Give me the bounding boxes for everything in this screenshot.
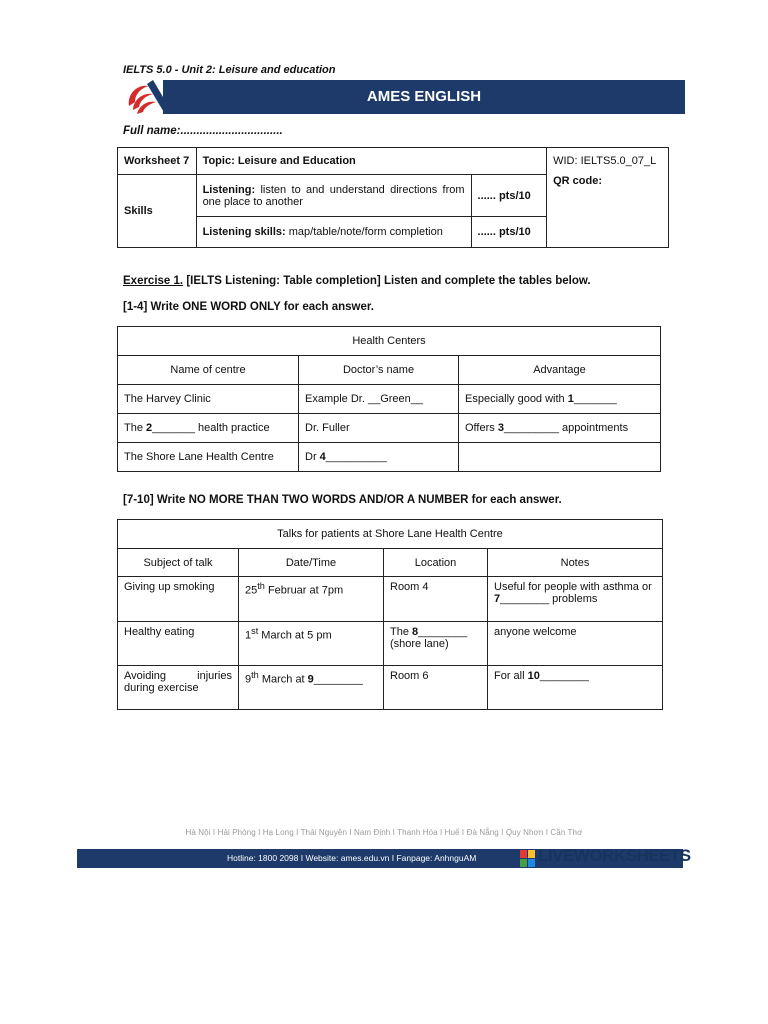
advantage-text: Offers <box>465 422 498 434</box>
date-day: 25 <box>245 584 258 597</box>
table-row <box>118 443 661 472</box>
date-suffix: st <box>251 626 259 636</box>
listening-skills-cell <box>196 217 471 248</box>
talk-location: Room 4 <box>384 577 488 622</box>
answer-blank[interactable]: _______ health practice <box>152 422 270 434</box>
liveworksheets-watermark[interactable]: LIVEWORKSHEETS <box>538 846 691 865</box>
listening-desc: listen to and understand directions from one place to another <box>202 183 465 208</box>
talk-date <box>239 622 384 666</box>
question-number: 1 <box>567 393 574 405</box>
answer-1-cell <box>459 385 661 414</box>
wid-cell <box>547 148 669 248</box>
answer-blank[interactable]: _______ <box>573 393 617 405</box>
header-date-time: Date/Time <box>239 549 384 577</box>
answer-2-cell <box>118 414 299 443</box>
question-number: 8 <box>412 626 419 638</box>
answer-3-cell <box>459 414 661 443</box>
worksheet-number: Worksheet 7 <box>118 148 197 175</box>
notes-text: Useful for people with asthma or <box>494 581 652 593</box>
listening-skills-desc: map/table/note/form completion <box>288 226 443 238</box>
talk-location: Room 6 <box>384 666 488 710</box>
header-location: Location <box>384 549 488 577</box>
talk-subject: Healthy eating <box>118 622 239 666</box>
doctor-text: Dr <box>305 451 320 463</box>
unit-title: IELTS 5.0 - Unit 2: Leisure and education <box>123 64 336 76</box>
answer-blank[interactable]: ________ problems <box>500 593 598 605</box>
talk-subject: Avoiding injuries during exercise <box>118 666 239 710</box>
listening-points: ...... pts/10 <box>471 175 547 217</box>
table-row <box>118 414 661 443</box>
answer-4-cell <box>299 443 459 472</box>
talks-table <box>117 519 663 710</box>
centre-name: The Shore Lane Health Centre <box>118 443 299 472</box>
answer-blank[interactable]: __________ <box>325 451 387 463</box>
instruction-1-4: [1-4] Write ONE WORD ONLY for each answer. <box>123 301 374 313</box>
date-day: 1 <box>245 629 252 642</box>
answer-8-cell <box>384 622 488 666</box>
skills-label: Skills <box>118 175 197 248</box>
liveworksheets-logo-icon <box>520 849 536 868</box>
table-row <box>118 577 663 622</box>
header-subject: Subject of talk <box>118 549 239 577</box>
answer-7-cell <box>488 577 663 622</box>
answer-blank[interactable]: _________ appointments <box>503 422 629 434</box>
question-number: 2 <box>146 422 153 434</box>
talks-table-title: Talks for patients at Shore Lane Health Centre <box>118 520 663 549</box>
location-text: The <box>390 626 413 638</box>
health-centers-table <box>117 326 661 472</box>
instruction-7-10: [7-10] Write NO MORE THAN TWO WORDS AND/OR A NUMBER for each answer. <box>123 494 562 506</box>
full-name-field: Full name:................................ <box>123 125 283 137</box>
talk-date <box>239 577 384 622</box>
listening-skills-points: ...... pts/10 <box>471 217 547 248</box>
header-advantage: Advantage <box>459 356 661 385</box>
question-number: 4 <box>319 451 326 463</box>
empty-cell <box>459 443 661 472</box>
talk-notes: anyone welcome <box>488 622 663 666</box>
table-row <box>118 622 663 666</box>
listening-cell <box>196 175 471 217</box>
centre-name: The Harvey Clinic <box>118 385 299 414</box>
date-rest: March at 5 pm <box>258 629 332 642</box>
answer-10-cell <box>488 666 663 710</box>
notes-text: For all <box>494 670 528 682</box>
answer-blank[interactable]: ________ <box>539 670 589 682</box>
listening-label: Listening: <box>202 183 256 196</box>
question-number: 10 <box>527 670 540 682</box>
table-row <box>118 666 663 710</box>
answer-9-cell <box>239 666 384 710</box>
answer-blank[interactable]: ________ (shore lane) <box>390 626 468 650</box>
question-number: 7 <box>494 593 501 605</box>
date-rest: Februar at 7pm <box>264 584 344 597</box>
health-table-title: Health Centers <box>118 327 661 356</box>
topic-cell <box>196 148 547 175</box>
date-rest: March at <box>258 673 308 686</box>
question-number: 3 <box>497 422 504 434</box>
qr-code-label: QR code: <box>553 175 602 187</box>
advantage-text: Especially good with <box>465 393 568 405</box>
header-name-of-centre: Name of centre <box>118 356 299 385</box>
header-notes: Notes <box>488 549 663 577</box>
doctor-name: Example Dr. __Green__ <box>299 385 459 414</box>
table-row <box>118 385 661 414</box>
exercise-title <box>123 275 591 287</box>
footer-contact: Hotline: 1800 2098 I Website: ames.edu.vn I Fanpage: AnhnguAM <box>227 853 477 863</box>
doctor-name: Dr. Fuller <box>299 414 459 443</box>
brand-name: AMES ENGLISH <box>366 88 482 105</box>
date-day: 9 <box>245 673 252 686</box>
worksheet-info-table <box>117 147 669 248</box>
talk-subject: Giving up smoking <box>118 577 239 622</box>
centre-name-text: The <box>124 422 147 434</box>
date-suffix: th <box>257 581 265 591</box>
city-list: Hà Nội I Hải Phòng I Hạ Long I Thái Nguyên I Nam Định I Thanh Hóa I Huế I Đà Nẵng I Quy Nhơn I Cần Thơ <box>185 828 583 837</box>
listening-skills-label: Listening skills: <box>202 226 286 238</box>
date-suffix: th <box>251 670 259 680</box>
topic-value: Leisure and Education <box>237 155 356 167</box>
answer-blank[interactable]: ________ <box>313 673 363 686</box>
wid-value: WID: IELTS5.0_07_L <box>553 155 657 167</box>
exercise-desc: [IELTS Listening: Table completion] Listen and complete the tables below. <box>186 275 591 287</box>
question-number: 9 <box>307 673 314 686</box>
ames-banner <box>123 80 685 114</box>
exercise-label: Exercise 1. <box>123 275 184 287</box>
header-doctors-name: Doctor’s name <box>299 356 459 385</box>
topic-label: Topic: <box>202 155 235 167</box>
